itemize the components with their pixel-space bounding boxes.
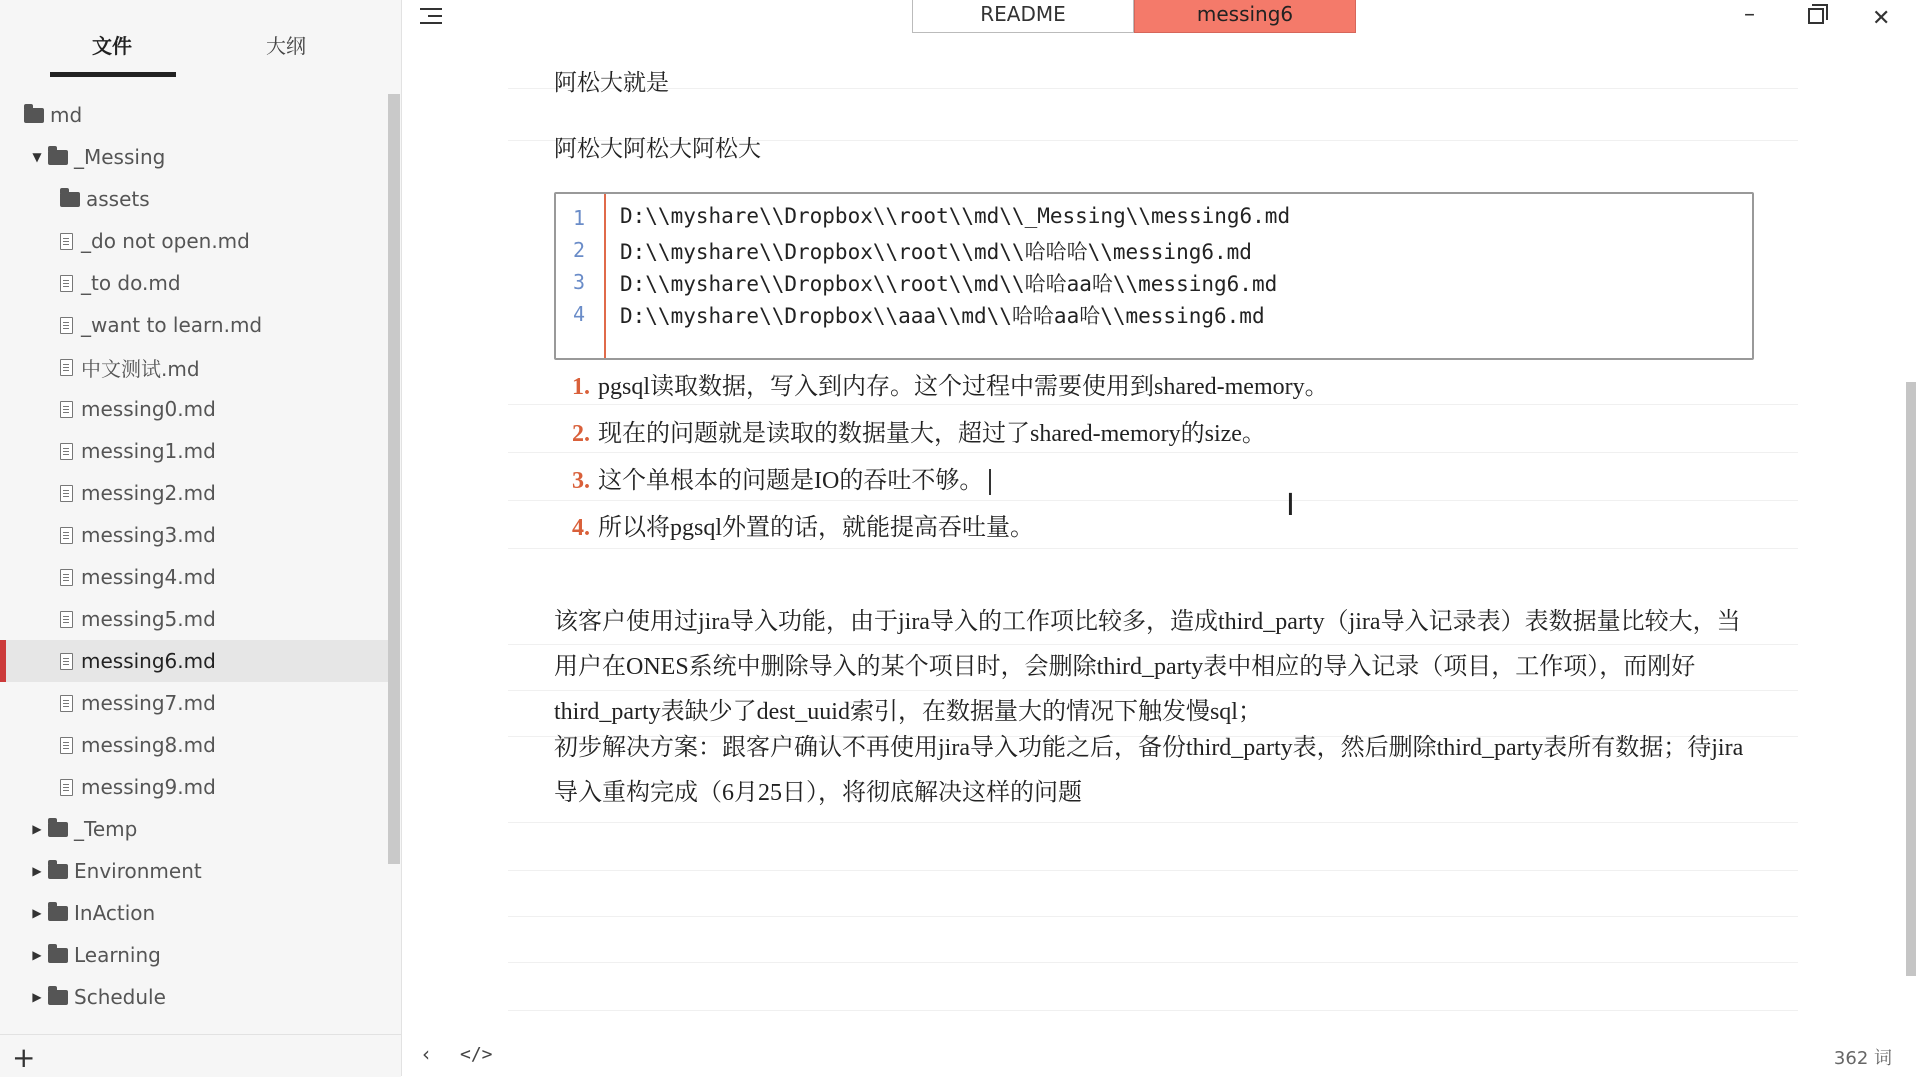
tree-file[interactable] xyxy=(0,682,388,724)
list-number: 3. xyxy=(572,468,590,494)
file-icon xyxy=(60,779,73,796)
code-line[interactable]: D:\\myshare\\Dropbox\\root\\md\\哈哈哈\\messing6.md xyxy=(620,240,1252,264)
sidebar-scrollbar[interactable] xyxy=(388,94,400,864)
tree-item-label: Environment xyxy=(74,859,202,883)
list-item-text: 所以将pgsql外置的话，就能提高吞吐量。 xyxy=(598,515,1035,541)
file-icon xyxy=(60,737,73,754)
tree-item-label: messing3.md xyxy=(81,523,216,547)
file-icon xyxy=(60,653,73,670)
tree-file[interactable] xyxy=(0,262,388,304)
tree-file[interactable] xyxy=(0,598,388,640)
code-block[interactable] xyxy=(554,192,1754,360)
file-icon xyxy=(60,443,73,460)
paragraph[interactable]: 初步解决方案：跟客户确认不再使用jira导入功能之后，备份third_party表，然后删除third_party表所有数据；待jira导入重构完成（6月25日），将彻底解决这样的问题 xyxy=(554,735,1744,806)
folder-icon xyxy=(24,108,44,123)
editor-scrollbar[interactable] xyxy=(1906,382,1916,976)
folder-icon xyxy=(48,906,68,921)
tree-item-label: _to do.md xyxy=(81,271,181,295)
chevron-down-icon[interactable]: ▼ xyxy=(32,150,42,164)
tree-item-label: messing2.md xyxy=(81,481,216,505)
close-icon[interactable]: ✕ xyxy=(1872,6,1891,31)
chevron-right-icon[interactable]: ▶ xyxy=(32,906,42,920)
text-caret xyxy=(989,469,991,495)
chevron-right-icon[interactable]: ▶ xyxy=(32,822,42,836)
chevron-right-icon[interactable]: ▶ xyxy=(32,990,42,1004)
list-item-text: 这个单根本的问题是IO的吞吐不够。 xyxy=(598,468,984,494)
tree-file[interactable] xyxy=(0,724,388,766)
tree-file[interactable] xyxy=(0,556,388,598)
tree-file[interactable] xyxy=(0,472,388,514)
tree-item-label: _do not open.md xyxy=(81,229,250,253)
tree-item-label: 中文测试.md xyxy=(81,356,200,381)
tree-item-label: md xyxy=(50,103,83,127)
line-number: 4 xyxy=(572,302,586,326)
restore-icon[interactable] xyxy=(1808,8,1824,24)
tree-file[interactable] xyxy=(0,220,388,262)
list-item-text: 现在的问题就是读取的数据量大，超过了shared-memory的size。 xyxy=(598,421,1266,447)
paragraph[interactable]: 阿松大阿松大阿松大 xyxy=(554,136,761,162)
source-mode-icon[interactable]: </> xyxy=(460,1044,493,1065)
tree-file[interactable] xyxy=(0,346,388,388)
tab-files[interactable]: 文件 xyxy=(92,34,132,58)
tree-item-label: messing0.md xyxy=(81,397,216,421)
tree-item-label: _want to learn.md xyxy=(81,313,263,337)
sidebar-footer xyxy=(0,1034,401,1077)
list-item[interactable] xyxy=(554,366,1329,401)
tree-file[interactable] xyxy=(0,514,388,556)
tree-item-label: Learning xyxy=(74,943,161,967)
tree-item-label: assets xyxy=(86,187,150,211)
list-number: 2. xyxy=(572,421,590,447)
file-icon xyxy=(60,233,73,250)
chevron-right-icon[interactable]: ▶ xyxy=(32,948,42,962)
tree-item-label: messing9.md xyxy=(81,775,216,799)
tree-folder[interactable] xyxy=(0,934,388,976)
sidebar-tabs xyxy=(0,0,401,80)
file-icon xyxy=(60,485,73,502)
tree-file[interactable] xyxy=(0,304,388,346)
list-item[interactable] xyxy=(554,460,991,495)
file-icon xyxy=(60,695,73,712)
line-number: 1 xyxy=(572,206,586,230)
tree-file[interactable] xyxy=(0,388,388,430)
plus-icon[interactable]: + xyxy=(12,1041,36,1074)
tree-item-label: _Messing xyxy=(74,145,166,169)
list-item[interactable] xyxy=(554,413,1266,448)
file-icon xyxy=(60,359,73,376)
paragraph[interactable]: 该客户使用过jira导入功能，由于jira导入的工作项比较多，造成third_party（jira导入记录表）表数据量比较大，当用户在ONES系统中删除导入的某个项目时，会删除third_party表中相应的导入记录（项目，工作项），而刚好third_party表缺少了dest_uuid索引，在数据量大的情况下触发慢sql； xyxy=(554,609,1741,725)
status-bar xyxy=(402,1034,1916,1076)
line-number: 3 xyxy=(572,270,586,294)
file-icon xyxy=(60,275,73,292)
tree-folder[interactable] xyxy=(0,94,388,136)
active-indicator xyxy=(0,640,6,682)
tree-folder[interactable] xyxy=(0,976,388,1018)
chevron-left-icon[interactable]: ‹ xyxy=(422,1042,430,1066)
tree-item-label: messing1.md xyxy=(81,439,216,463)
active-tab-indicator xyxy=(50,72,176,77)
chevron-right-icon[interactable]: ▶ xyxy=(32,864,42,878)
code-line[interactable]: D:\\myshare\\Dropbox\\aaa\\md\\哈哈aa哈\\messing6.md xyxy=(620,304,1265,328)
code-line[interactable]: D:\\myshare\\Dropbox\\root\\md\\_Messing\\messing6.md xyxy=(620,204,1291,228)
folder-icon xyxy=(60,192,80,207)
tree-folder[interactable] xyxy=(0,178,388,220)
folder-icon xyxy=(48,822,68,837)
minimize-icon[interactable]: – xyxy=(1744,2,1755,27)
word-count[interactable]: 362 词 xyxy=(1833,1048,1892,1069)
tree-file[interactable] xyxy=(0,430,388,472)
tree-folder[interactable] xyxy=(0,892,388,934)
folder-icon xyxy=(48,948,68,963)
file-icon xyxy=(60,569,73,586)
file-icon xyxy=(60,317,73,334)
code-line[interactable]: D:\\myshare\\Dropbox\\root\\md\\哈哈aa哈\\messing6.md xyxy=(620,272,1278,296)
tree-file[interactable] xyxy=(0,640,388,682)
tab-messing6[interactable]: messing6 xyxy=(1134,0,1356,33)
paragraph[interactable]: 阿松大就是 xyxy=(554,70,669,96)
list-number: 4. xyxy=(572,515,590,541)
tree-item-label: messing4.md xyxy=(81,565,216,589)
mouse-ibeam-icon: I xyxy=(1286,488,1295,523)
tree-folder[interactable] xyxy=(0,136,388,178)
tree-item-label: messing6.md xyxy=(81,649,216,673)
tree-folder[interactable] xyxy=(0,808,388,850)
file-icon xyxy=(60,401,73,418)
folder-icon xyxy=(48,150,68,165)
tree-item-label: messing5.md xyxy=(81,607,216,631)
list-number: 1. xyxy=(572,374,590,400)
tab-outline[interactable]: 大纲 xyxy=(266,34,306,58)
file-icon xyxy=(60,527,73,544)
line-number: 2 xyxy=(572,238,586,262)
folder-icon xyxy=(48,990,68,1005)
document-tabs xyxy=(912,0,1360,33)
tree-item-label: messing8.md xyxy=(81,733,216,757)
tab-readme[interactable]: README xyxy=(912,0,1134,33)
tree-item-label: InAction xyxy=(74,901,156,925)
tree-item-label: _Temp xyxy=(74,817,138,841)
list-item-text: pgsql读取数据，写入到内存。这个过程中需要使用到shared-memory。 xyxy=(598,374,1329,400)
tree-folder[interactable] xyxy=(0,850,388,892)
tree-item-label: messing7.md xyxy=(81,691,216,715)
sidebar xyxy=(0,0,402,1076)
tree-item-label: Schedule xyxy=(74,985,166,1009)
list-item[interactable] xyxy=(554,507,1034,542)
tree-file[interactable] xyxy=(0,766,388,808)
folder-icon xyxy=(48,864,68,879)
file-icon xyxy=(60,611,73,628)
outline-toggle-icon[interactable] xyxy=(420,8,444,28)
